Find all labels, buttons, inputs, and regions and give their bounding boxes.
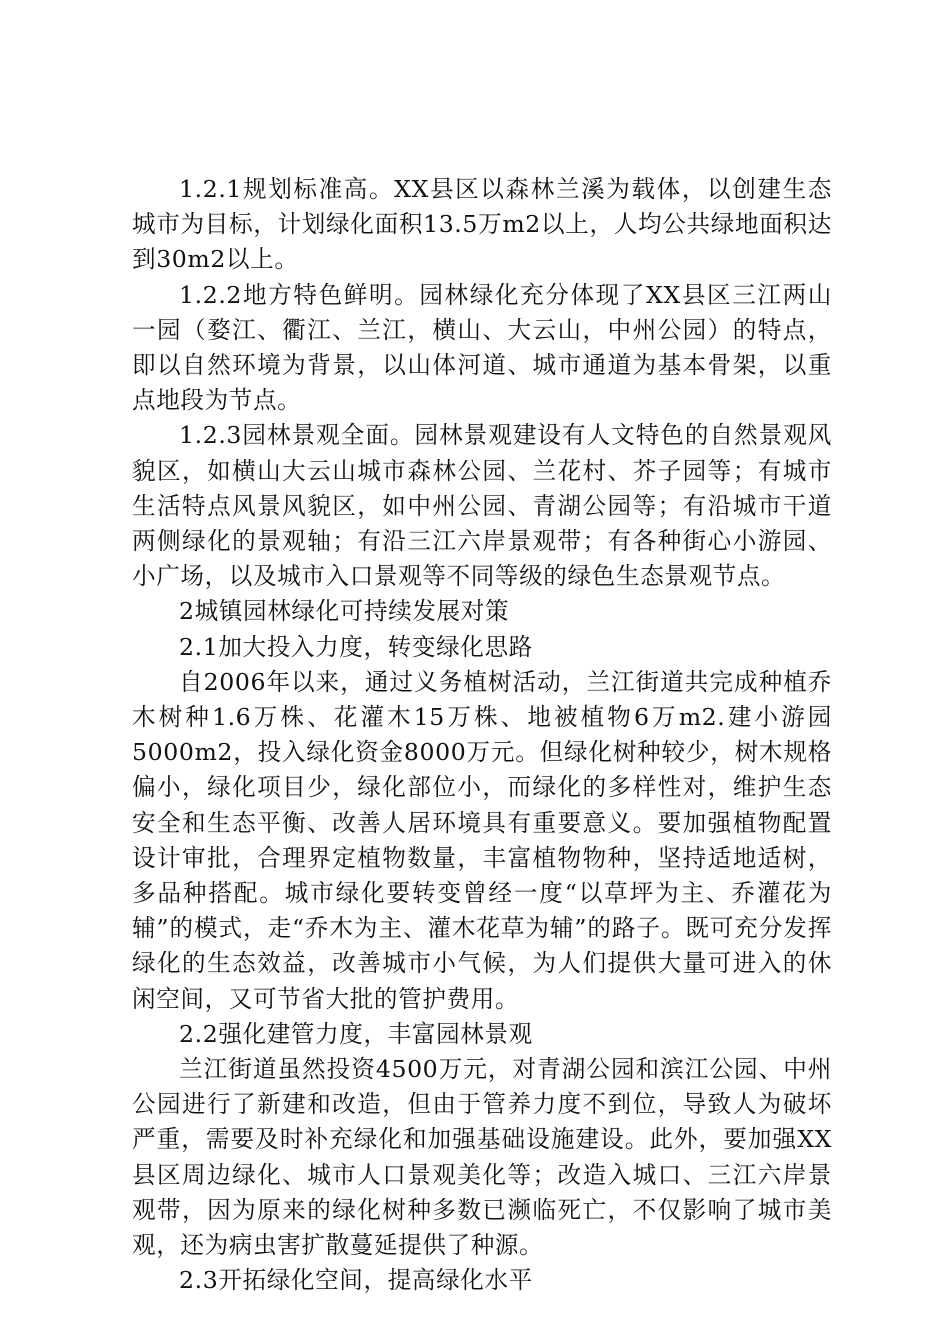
paragraph-1-2-2: 1.2.2地方特色鲜明。园林绿化充分体现了XX县区三江两山一园（婺江、衢江、兰江，横山、大云山，中州公园）的特点，即以自然环境为背景，以山体河道、城市通道为基本骨架，以重点地段为节点。	[132, 280, 832, 415]
section-heading-2: 2城镇园林绿化可持续发展对策	[179, 597, 510, 626]
paragraph-2-1-body: 自2006年以来，通过义务植树活动，兰江街道共完成种植乔木树种1.6万株、花灌木15万株、地被植物6万m2.建小游园5000m2，投入绿化资金8000万元。但绿化树种较少，树木规格偏小，绿化项目少，绿化部位小，而绿化的多样性对，维护生态安全和生态平衡、改善人居环境具有重要意义。要加强植物配置设计审批，合理界定植物数量，丰富植物物种，坚持适地适树，多品种搭配。城市绿化要转变曾经一度“以草坪为主、乔灌花为辅”的模式，走“乔木为主、灌木花草为辅”的路子。既可充分发挥绿化的生态效益，改善城市小气候，为人们提供大量可进入的休闲空间，又可节省大批的管护费用。	[132, 667, 832, 1013]
subsection-heading-2-3: 2.3开拓绿化空间，提高绿化水平	[179, 1266, 533, 1295]
subsection-heading-2-2: 2.2强化建管力度，丰富园林景观	[179, 1019, 533, 1048]
paragraph-2-2-body: 兰江街道虽然投资4500万元，对青湖公园和滨江公园、中州公园进行了新建和改造，但由于管养力度不到位，导致人为破坏严重，需要及时补充绿化和加强基础设施建设。此外，要加强XX县区周边绿化、城市人口景观美化等；改造入城口、三江六岸景观带，因为原来的绿化树种多数已濒临死亡，不仅影响了城市美观，还为病虫害扩散蔓延提供了种源。	[132, 1055, 832, 1260]
paragraph-1-2-1: 1.2.1规划标准高。XX县区以森林兰溪为载体，以创建生态城市为目标，计划绿化面积13.5万m2以上，人均公共绿地面积达到30m2以上。	[132, 175, 832, 274]
paragraph-1-2-3: 1.2.3园林景观全面。园林景观建设有人文特色的自然景观风貌区，如横山大云山城市森林公园、兰花村、芥子园等；有城市生活特点风景风貌区，如中州公园、青湖公园等；有沿城市干道两侧绿化的景观轴；有沿三江六岸景观带；有各种街心小游园、小广场，以及城市入口景观等不同等级的绿色生态景观节点。	[132, 421, 832, 591]
subsection-heading-2-1: 2.1加大投入力度，转变绿化思路	[179, 632, 533, 661]
document-body	[132, 172, 832, 1299]
